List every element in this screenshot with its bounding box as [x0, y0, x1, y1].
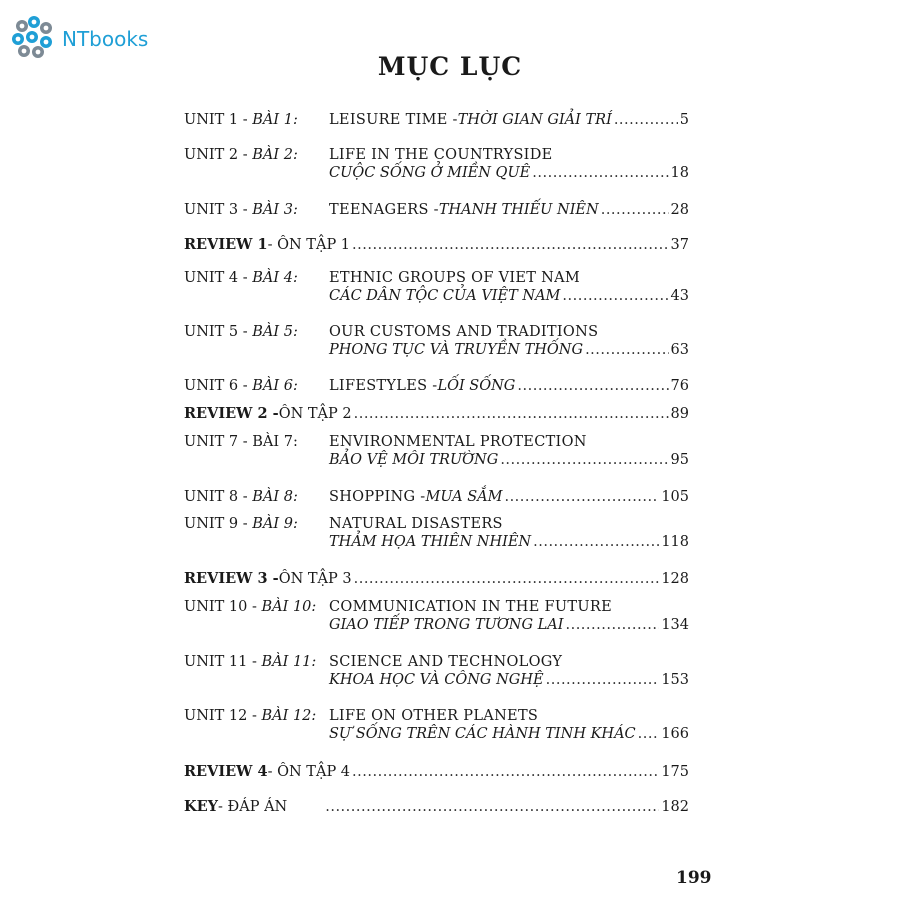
page-ref: 105: [661, 489, 689, 505]
unit-label: UNIT 10 - BÀI 10:: [184, 599, 317, 615]
unit-label: UNIT 6 - BÀI 6:: [184, 378, 298, 394]
unit-label: UNIT 3 - BÀI 3:: [184, 202, 298, 218]
page-ref: 76: [670, 378, 689, 394]
page-ref: 134: [661, 617, 689, 633]
unit-label: UNIT 8 - BÀI 8:: [184, 489, 298, 505]
unit-label: UNIT 2 - BÀI 2:: [184, 147, 298, 163]
page-title: MỤC LỤC: [377, 52, 523, 81]
unit-label: UNIT 4 - BÀI 4:: [184, 270, 298, 286]
toc-entry-review-1[interactable]: REVIEW 1 - ÔN TẬP 1 ..... 37: [184, 236, 689, 254]
page-ref: 63: [670, 342, 689, 358]
unit-label: UNIT 12 - BÀI 12:: [184, 708, 317, 724]
unit-label: UNIT 9 - BÀI 9:: [184, 516, 298, 532]
page-ref: 18: [670, 165, 689, 181]
toc-entry-key[interactable]: KEY - ĐÁP ÁN ..... 182: [184, 798, 689, 816]
page-ref: 175: [661, 764, 689, 780]
toc-entry-review-2[interactable]: REVIEW 2 - ÔN TẬP 2 ..... 89: [184, 405, 689, 423]
page-ref: 128: [661, 571, 689, 587]
page-ref: 118: [661, 534, 689, 550]
brand-name: NTbooks: [62, 27, 149, 51]
toc-entry-review-3[interactable]: REVIEW 3 - ÔN TẬP 3 ..... 128: [184, 570, 689, 588]
page-ref: 37: [670, 237, 689, 253]
page-number: 199: [676, 868, 712, 888]
unit-label: UNIT 5 - BÀI 5:: [184, 324, 298, 340]
toc-entry-review-4[interactable]: REVIEW 4 - ÔN TẬP 4 ..... 175: [184, 763, 689, 781]
unit-label: UNIT 7 - BÀI 7:: [184, 434, 298, 450]
page-ref: 28: [670, 202, 689, 218]
unit-label: UNIT 1 - BÀI 1:: [184, 112, 298, 128]
page-ref: 5: [679, 112, 689, 128]
page-ref: 153: [661, 672, 689, 688]
page-ref: 182: [661, 799, 689, 815]
page-ref: 95: [670, 452, 689, 468]
page-ref: 43: [670, 288, 689, 304]
table-of-contents: UNIT 1 - BÀI 1: LEISURE TIME - THỜI GIAN GIẢI TRÍ ..... 5 UNIT 2 - BÀI 2: LIFE IN THE COUNTRYSIDE CUỘC SỐNG Ở MIỀN QUÊ ..... 18 UNIT 3 - BÀI 3: TEENAGERS - THANH THIẾU NIÊN ..... 28 REVIEW 1 - ÔN TẬP 1 ..... 37 UNIT 4 - BÀI 4: ETHNIC GROUPS OF VIET NAM CÁC DÂN TỘC CỦA VIỆT NAM ..... 43 UNIT 5 - BÀI 5: OUR CUSTOMS AND TRADITIONS PHONG TỤC VÀ TRUYỀN THỐNG ..... 63 UNIT 6 - BÀI 6: LIFESTYLES - LỐI SỐNG ..... 76 REVIEW 2 - ÔN TẬP 2 ..... 89 UNIT 7 - BÀI 7: ENVIRONMENTAL PROTECTION BẢO VỆ MÔI TRƯỜNG ..... 95 UNIT 8 - BÀI 8: SHOPPING - MUA SẮM ..... 105 UNIT 9 - BÀI 9: NATURAL DISASTERS THẢM HỌA THIÊN NHIÊN ..... 118 REVIEW 3 - ÔN TẬP 3 ..... 128 UNIT 10 - BÀI 10: COMMUNICATION IN THE FUTURE GIAO TIẾP TRONG TƯƠNG LAI ..... 134 UNIT 11 - BÀI 11: SCIENCE AND TECHNOLOGY KHOA HỌC VÀ CÔNG NGHỆ ..... 153 UNIT 12 - BÀI 12: LIFE ON OTHER PLANETS SỰ SỐNG TRÊN CÁC HÀNH TINH KHÁC ..... 166 REVIEW 4 - ÔN TẬP 4 ..... 175 KEY - ĐÁP ÁN ..... 182: [0, 0, 900, 900]
page-ref: 166: [661, 726, 689, 742]
unit-label: UNIT 11 - BÀI 11:: [184, 654, 317, 670]
page-ref: 89: [670, 406, 689, 422]
